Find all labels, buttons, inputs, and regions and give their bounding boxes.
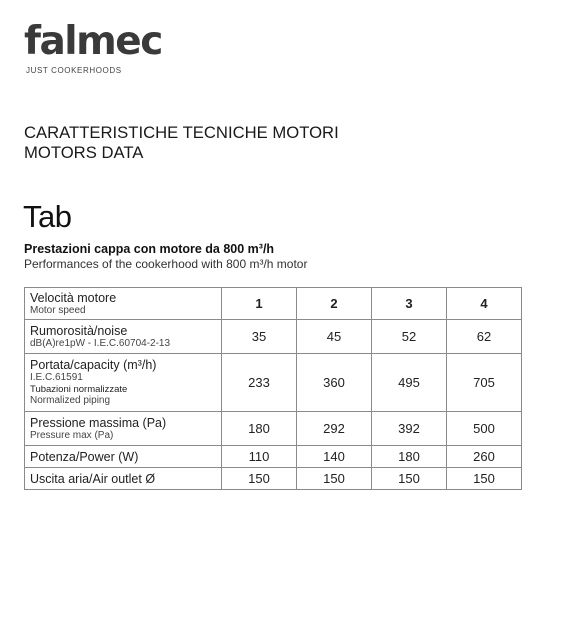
speed-header-3: 3 [372,288,447,320]
table-cell: 360 [297,354,372,412]
table-row-speed [25,288,522,320]
table-cell: 392 [372,412,447,446]
table-cell: 150 [222,468,297,490]
table-cell: 45 [297,320,372,354]
table-cell: 52 [372,320,447,354]
table-row-noise [25,320,522,354]
row-label [25,320,222,354]
row-label [25,446,222,468]
table-row-air-outlet [25,468,522,490]
row-label-sub: I.E.C.61591 [30,372,83,383]
table-cell: 292 [297,412,372,446]
row-label [25,288,222,320]
brand-logo [24,20,162,75]
table-cell: 260 [447,446,522,468]
row-label [25,354,222,412]
table-row-pressure [25,412,522,446]
table-cell: 150 [372,468,447,490]
row-label-main: Portata/capacity (m³/h) [30,358,157,372]
table-cell: 705 [447,354,522,412]
table-cell: 35 [222,320,297,354]
row-label [25,468,222,490]
table-cell: 150 [447,468,522,490]
row-label-sub: Pressure max (Pa) [30,429,114,441]
row-label-main: Potenza/Power (W) [30,449,139,464]
table-cell: 233 [222,354,297,412]
row-label-main: Pressione massima (Pa) [30,415,167,430]
row-label-main: Uscita aria/Air outlet Ø [30,471,156,486]
caption-en: Performances of the cookerhood with 800 m³/h motor [24,257,308,271]
row-label-sub: Motor speed [30,304,86,316]
table-cell: 180 [222,412,297,446]
speed-header-4: 4 [447,288,522,320]
table-cell: 140 [297,446,372,468]
table-row-capacity [25,354,522,412]
speed-header-1: 1 [222,288,297,320]
logo-wordmark: falmec [24,19,162,64]
table-cell: 110 [222,446,297,468]
tab-label: Tab [23,199,72,234]
table-cell: 500 [447,412,522,446]
table-caption [24,242,307,271]
section-heading [24,123,345,163]
table-cell: 180 [372,446,447,468]
table-cell: 62 [447,320,522,354]
table-cell: 150 [297,468,372,490]
logo-tagline: JUST COOKERHOODS [26,66,122,75]
row-label-sub: dB(A)re1pW - I.E.C.60704-2-13 [30,337,171,349]
heading-title-it: CARATTERISTICHE TECNICHE MOTORI [24,123,339,142]
speed-header-2: 2 [297,288,372,320]
row-label-note: Tubazioni normalizzate [30,384,128,395]
row-label-main: Velocità motore [30,290,117,305]
table-row-power [25,446,522,468]
motors-data-table [24,287,522,490]
row-label-main: Rumorosità/noise [30,323,128,338]
caption-it: Prestazioni cappa con motore da 800 m³/h [24,242,275,256]
row-label [25,412,222,446]
heading-title-en: MOTORS DATA [24,143,144,162]
row-label-note-en: Normalized piping [30,395,111,406]
table-cell: 495 [372,354,447,412]
